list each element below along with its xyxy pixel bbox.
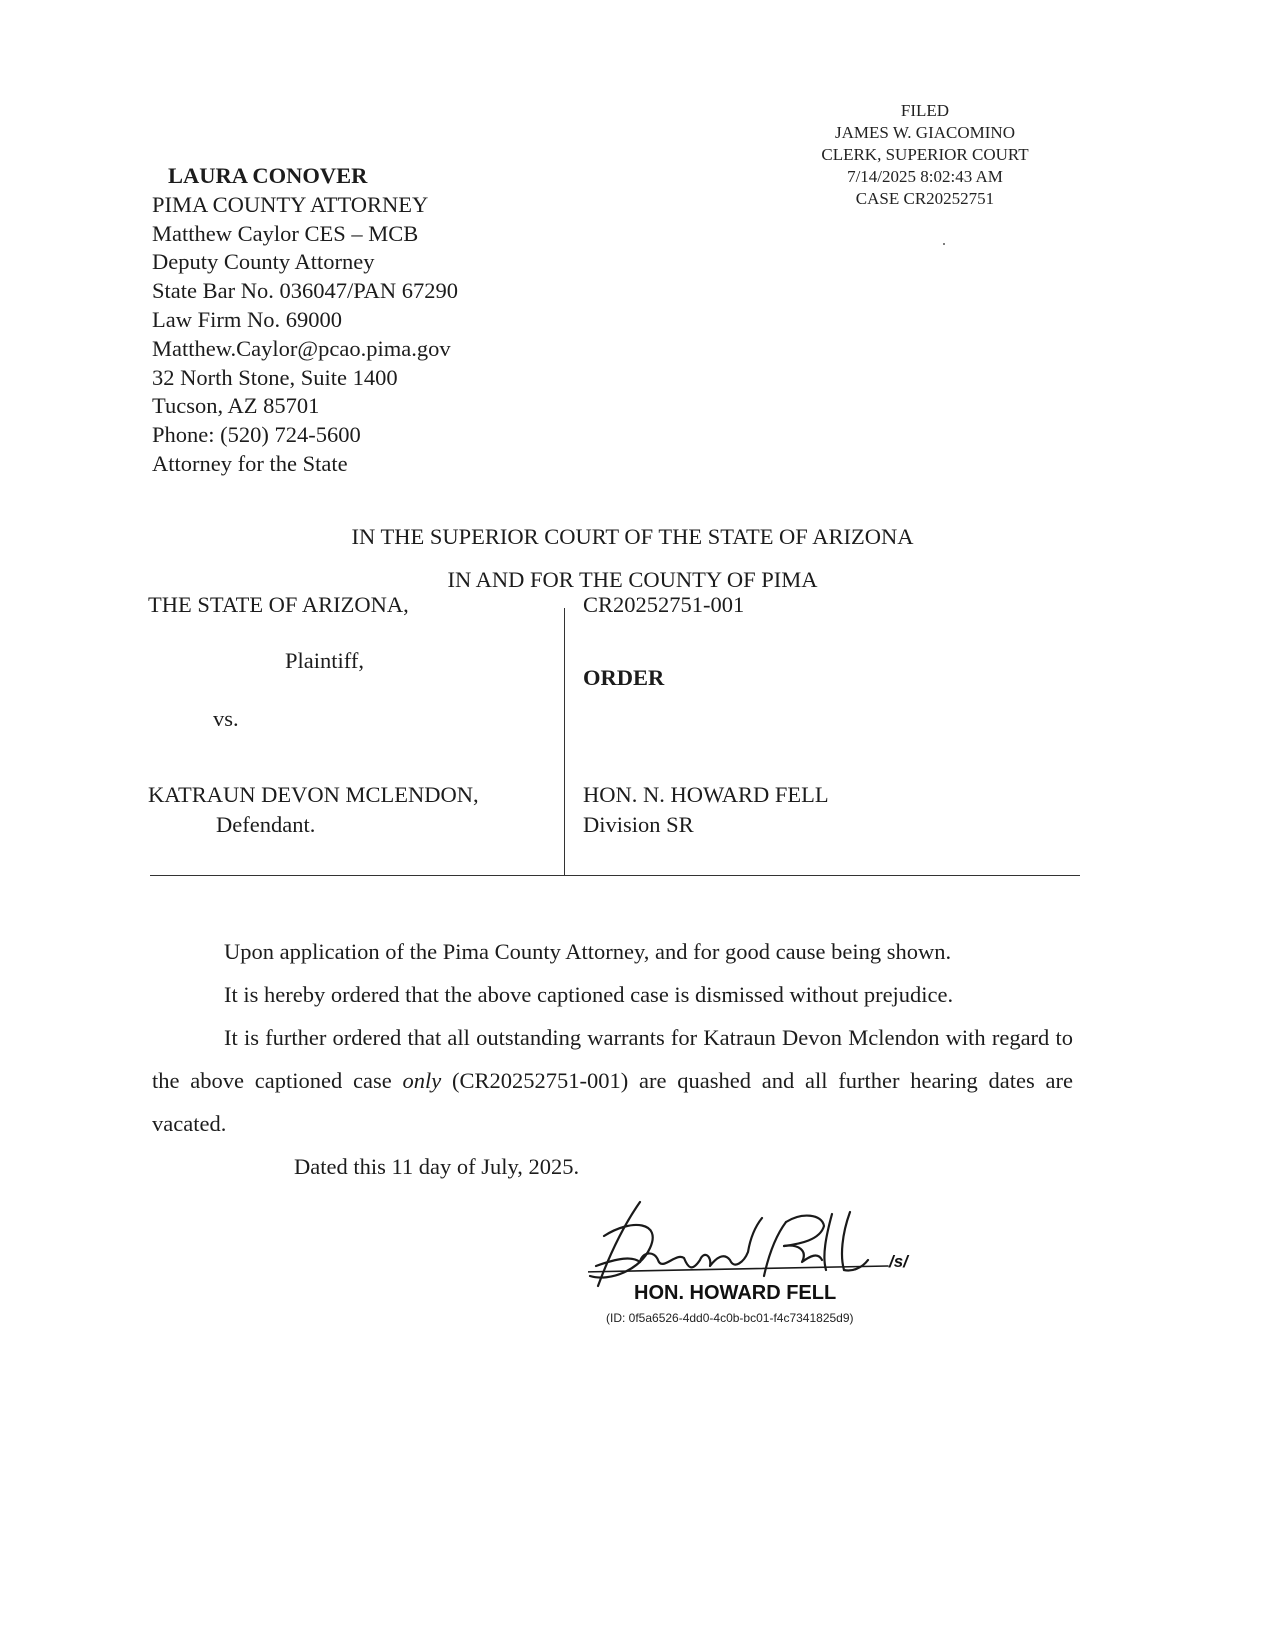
dated-line: Dated this 11 day of July, 2025. xyxy=(294,1154,580,1179)
paragraph-dismissal: It is hereby ordered that the above captioned case is dismissed without prejudice. xyxy=(224,982,954,1007)
division: Division SR xyxy=(583,812,694,837)
attorney-phone: Phone: (520) 724-5600 xyxy=(152,422,361,448)
signature-id: (ID: 0f5a6526-4dd0-4c0b-bc01-f4c7341825d9) xyxy=(606,1311,854,1325)
attorney-email: Matthew.Caylor@pcao.pima.gov xyxy=(152,335,451,361)
plaintiff-label: Plaintiff, xyxy=(285,648,364,673)
defendant-name: KATRAUN DEVON MCLENDON, xyxy=(148,782,479,807)
warrants-text-b: (CR20252751-001) are quashed and all further hearing dates are vacated. xyxy=(152,1068,1074,1136)
warrants-emphasis: only xyxy=(402,1068,442,1093)
paragraph-warrants xyxy=(152,1016,1073,1145)
caption-divider-horizontal xyxy=(150,875,1080,876)
stamp-clerk-name: JAMES W. GIACOMINO xyxy=(835,123,1015,142)
stamp-clerk-title: CLERK, SUPERIOR COURT xyxy=(821,145,1029,164)
stamp-filed: FILED xyxy=(900,101,950,120)
attorney-name: LAURA CONOVER xyxy=(168,163,368,188)
warrants-text-a: It is further ordered that all outstanding warrants for Katraun Devon Mclendon with regard to the above captioned case xyxy=(152,1025,1073,1093)
signature-mark: /s/ xyxy=(889,1252,908,1271)
versus: vs. xyxy=(213,706,239,731)
plaintiff-name: THE STATE OF ARIZONA, xyxy=(148,592,409,617)
attorney-role: Attorney for the State xyxy=(152,450,348,476)
paragraph-application: Upon application of the Pima County Attorney, and for good cause being shown. xyxy=(224,939,952,964)
document-title: ORDER xyxy=(583,665,665,690)
signer-name: HON. HOWARD FELL xyxy=(634,1282,837,1304)
defendant-label: Defendant. xyxy=(216,812,316,837)
caption-divider-vertical xyxy=(564,608,565,875)
attorney-block xyxy=(152,162,458,479)
court-heading: IN THE SUPERIOR COURT OF THE STATE OF ARIZONA xyxy=(351,524,914,549)
stamp-case: CASE CR20252751 xyxy=(855,189,995,208)
case-number: CR20252751-001 xyxy=(583,592,745,617)
judge-name: HON. N. HOWARD FELL xyxy=(583,782,829,807)
filed-stamp xyxy=(800,100,1050,210)
scan-speck xyxy=(943,243,945,245)
attorney-office: PIMA COUNTY ATTORNEY xyxy=(152,191,429,217)
deputy-title: Deputy County Attorney xyxy=(152,249,375,275)
deputy-name: Matthew Caylor CES – MCB xyxy=(152,220,419,246)
address-line-1: 32 North Stone, Suite 1400 xyxy=(152,364,398,390)
state-bar: State Bar No. 036047/PAN 67290 xyxy=(152,278,459,304)
stamp-datetime: 7/14/2025 8:02:43 AM xyxy=(847,167,1003,186)
county-heading: IN AND FOR THE COUNTY OF PIMA xyxy=(447,567,818,592)
law-firm: Law Firm No. 69000 xyxy=(152,306,342,332)
address-line-2: Tucson, AZ 85701 xyxy=(152,393,320,419)
